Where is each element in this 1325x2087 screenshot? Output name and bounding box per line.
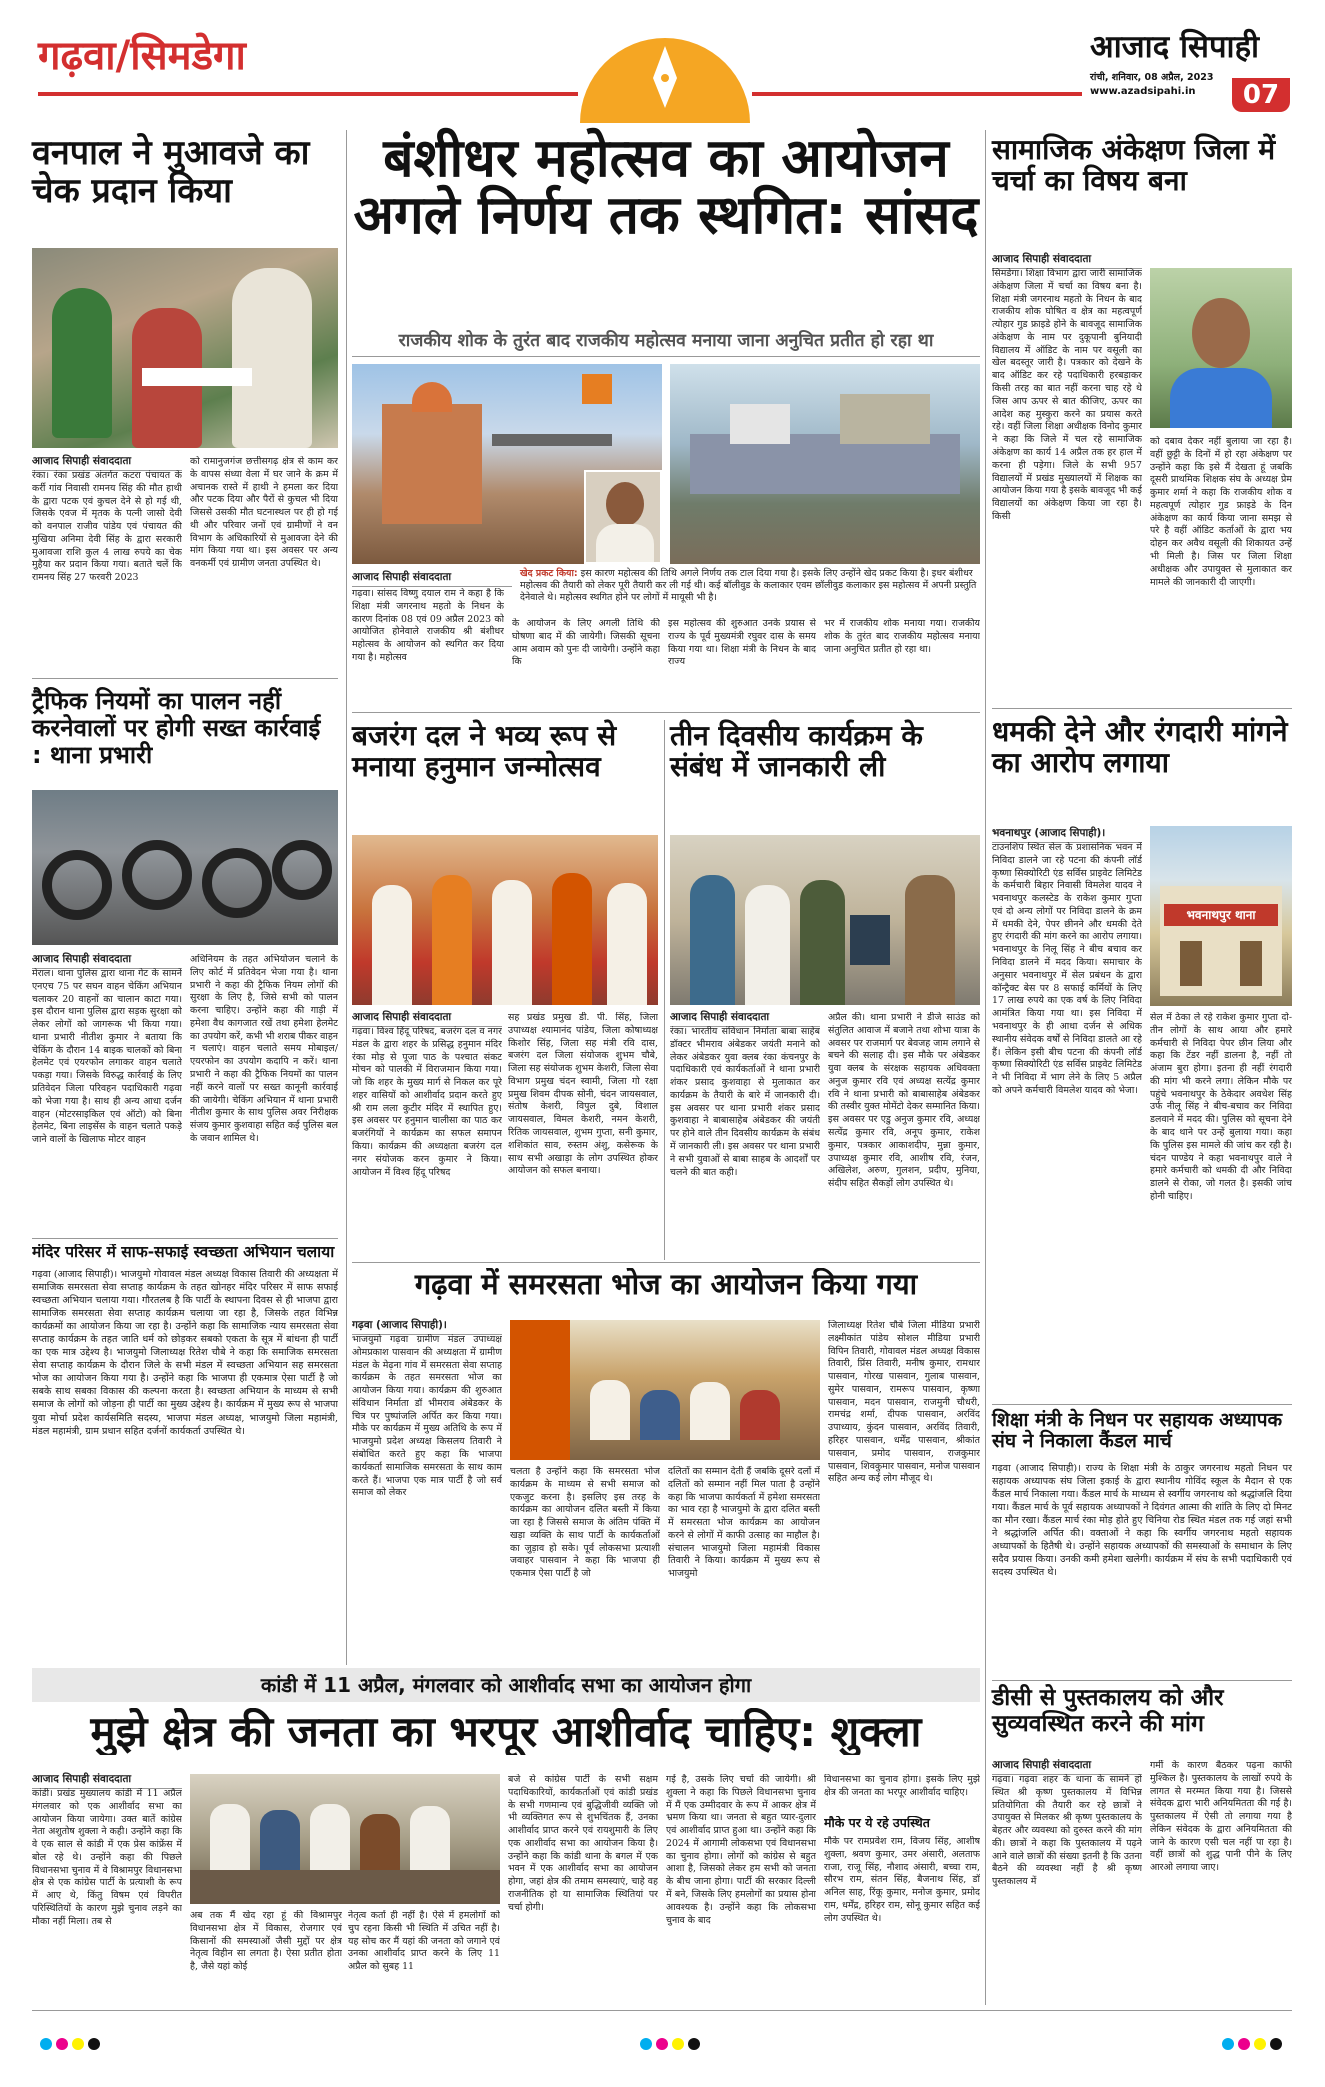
article-text: सेल में ठेका ले रहे राकेश कुमार गुप्ता दो-तीन लोगों के साथ आया और हमारे कर्मचारी से निविदा पेपर छीन लिया और कहा कि टेंडर नहीं डालना है, नहीं तो अंजाम बुरा होगा। इतना ही नहीं रंगदारी की मांग भी करने लगा। लेकिन मौके पर पहुंचे भवनाथपुर के ठेकेदार अवधेश सिंह उर्फ नीलू सिंह ने बीच-बचाव कर निविदा डलवाने में मदद की। पुलिस को सूचना देने के बाद थाने पर उन्हें बुलाया गया। कहा कि पुलिस इस मामले की जांच कर रही है। चंदन पाण्डेय ने कहा भवनाथपुर वाले ने हमारे कर्मचारी को धमकी दी और निविदा डालने से रोका, जो गलत है। इसकी जांच होनी चाहिए। [1150, 1012, 1292, 1202]
separator [352, 712, 980, 713]
headline: धमकी देने और रंगदारी मांगने का आरोप लगाया [992, 715, 1288, 780]
article-text: के आयोजन के लिए अगली तिथि की घोषणा बाद में की जायेगी। जिसकी सूचना आम अवाम को पुनः दी जायेगी। उन्होंने कहा कि [512, 618, 660, 668]
deck: राजकीय शोक के तुरंत बाद राजकीय महोत्सव मनाया जाना अनुचित प्रतीत हो रहा था [398, 331, 934, 351]
byline: गढ़वा (आजाद सिपाही)। [352, 1318, 502, 1335]
byline: आजाद सिपाही संवाददाता [992, 1758, 1142, 1775]
sun-emblem [580, 38, 750, 123]
section-underline [38, 92, 578, 96]
article-text: सिमडेगा। शिक्षा विभाग द्वारा जारी सामाजिक अंकेक्षण जिला में चर्चा का विषय बना है। शिक्षा मंत्री जगरनाथ महतो के निधन के बाद राजकीय शोक घोषित व क्षेत्र का महत्वपूर्ण त्योहार गुड फ्राइडे होने के बावजूद सामाजिक अंकेक्षण के नाम पर दुकूपानी बुनियादी विद्यालय में ऑडिट के नाम पर वसूली का खेल बदस्तूर जारी है। पत्रकार को देखने के बाद ऑडिट कर रहे पदाधिकारी हरबड़ाकर किसी तरह का बात नहीं करना चाह रहे थे जिस आप ऊपर से बात कीजिए, ऊपर का आदेश कह मुस्कुरा करने का प्रयास करते रहे। वहीं जिला शिक्षा अधीक्षक विनोद कुमार ने कहा कि जिले में चल रहे सामाजिक अंकेक्षण का कार्य 14 अप्रैल तक हर हाल में करना ही पड़ेगा। जिले के सभी 957 विद्यालयों में प्रखंड मुख्यालयों में शिक्षक का आयोजन किया गया है इसके बावजूद भी कई विद्यालयों का अंकेक्षण किया जा रहा है। किसी [992, 268, 1142, 522]
pen-nib-icon [580, 38, 750, 123]
caption-text: इस कारण महोत्सव की तिथि अगले निर्णय तक टाल दिया गया है। इसके लिए उन्होंने खेद प्रकट किया है। इधर बंशीधर महोत्सव की तैयारी को लेकर पूरी तैयारी कर ली गई थी। कई बॉलीवुड के कलाकार एवम छॉलीवुड कलाकार इस महोत्सव में अपनी प्रस्तुति देनेवाले थे। महोत्सव स्थगित होने पर लोगों में मायूसी भी है। [520, 568, 977, 604]
article-text: रंका। रंका प्रखंड अंतर्गत कटरा पंचायत के कर्री गांव निवासी रामनय सिंह की मौत हाथी के द्वारा पटक एवं कुचल देने से हो गई थी, जिसके एवज में मृतक के पत्नी जासो देवी को वनपाल राजीव पांडेय एवं पंचायत की मुखिया अनिमा देवी सिंह के द्वारा सरकारी मुआवजा राशि कुल 4 लाख रुपये का चेक मुहैया कर प्रदान किया गया। बताते चलें कि रामनय सिंह 27 फरवरी 2023 [32, 470, 182, 584]
headline: तीन दिवसीय कार्यक्रम के संबंध में जानकारी ली [670, 719, 923, 784]
separator [346, 130, 347, 1665]
registration-dots-right [1222, 2038, 1292, 2052]
headline: मुझे क्षेत्र की जनता का भरपूर आशीर्वाद चाहिए: शुक्ला [90, 1708, 922, 1756]
article-text: गढ़वा। गढ़वा शहर के थाना के सामने हो स्थित श्री कृष्ण पुस्तकालय में विभिन्न प्रतियोगिता की तैयारी कर रहे छात्रों ने उपायुक्त से मिलकर श्री कृष्ण पुस्तकालय के बेहतर और व्यवस्था को दुरुस्त करने की मांग की। छात्रों ने कहा कि पुस्तकालय में पढ़ने आने वाले छात्रों की संख्या इतनी है कि उतना बैठने की व्यवस्था नहीं है श्री कृष्ण पुस्तकालय में [992, 1774, 1142, 1888]
subheading: मौके पर ये रहे उपस्थित [824, 1816, 930, 1830]
separator [992, 708, 1292, 709]
article-text: नेतृत्व कर्ता ही नहीं है। ऐसे में हमलोगों को चुप रहना किसी भी स्थिति में उचित नहीं है। यह सोच कर मैं यहां की जनता को जगाने एवं उनका आशीर्वाद प्राप्त करने के लिए 11 अप्रैल को सुबह 11 [348, 1910, 500, 1973]
caption-label: खेद प्रकट किया: [520, 568, 578, 579]
separator [32, 1238, 338, 1239]
page-number: 07 [1232, 78, 1290, 112]
photo-samrasta-bhoj [510, 1320, 820, 1460]
photo-mp-portrait [584, 470, 662, 564]
article-text: बजे से कांग्रेस पार्टी के सभी सक्षम पदाधिकारियों, कार्यकर्ताओं एवं कांडी प्रखंड के सभी गणमान्य एवं बुद्धिजीवी व्यक्ति जो भी व्यक्तिगत रूप से शुभचिंतक हैं, उनका आशीर्वाद प्राप्त करने एवं रायशुमारी के लिए एक आशीर्वाद सभा का आयोजन किया है। उन्होंने कहा कि कांडी थाना के बगल में एक भवन में एक आशीर्वाद सभा का आयोजन होगा, जहां क्षेत्र की तमाम समस्याएं, चाहे वह राजनीतिक हो या सामाजिक स्थितियां पर चर्चा होगी। [508, 1774, 658, 1913]
article-text: को रामानुजगंज छत्तीसगढ़ क्षेत्र से काम कर के वापस संध्या वेला में घर जाने के क्रम में अचानक रास्ते में हाथी ने हमला कर दिया और पटक दिया और पैरों से कुचल भी दिया जिससे उसकी मौत घटनास्थल पर ही हो गई थी और परिवार जनों एवं ग्रामीणों ने वन विभाग के अधिकारियों से मुआवजा देने की मांग किया गया था। इस अवसर पर अन्य वनकर्मी एवं ग्रामीण जनता उपस्थित थे। [190, 456, 338, 570]
top-right-line [752, 92, 1082, 96]
article-text: गढ़वा (आजाद सिपाही)। भाजयुमो गोवावल मंडल अध्यक्ष विकास तिवारी की अध्यक्षता में समाजिक समरसता सेवा सप्ताह कार्यक्रम के तहत खोनहर मंदिर परिसर में साफ सफाई स्वच्छता अभियान चलाया गया। गौरतलब है कि पार्टी के स्थापना दिवस से ही भाजपा द्वारा सामाजिक समरसता सेवा सप्ताह कार्यक्रम चलाया जा रहा है, जिसके तहत विभिन्न कार्यक्रमों का आयोजन किया जा रहा है। उन्होंने कहा कि सामाजिक न्याय समरसता सेवा सप्ताह कार्यक्रम के तहत जाति धर्म को छोड़कर सबको एकता के सूत्र में बांधना ही पार्टी का एक मात्र उद्देश्य है। भाजयुमो जिलाध्यक्ष रितेश चौबे ने कहा कि समाजिक समरसता सेवा सप्ताह कार्यक्रम के दौरान जिले के सभी मंडल में स्वच्छता अभियान सह समरसता भोज का आयोजन किया गया है। उन्होंने कहा कि भाजपा ही एकमात्र ऐसा पार्टी है जो सबके साथ सबका विकास की कल्पना करता है। स्वच्छता अभियान के माध्यम से सभी समाज के लोगों को जोड़ना ही पार्टी का मुख्य उद्देश्य है। कार्यक्रम में मुख्य रूप से भाजपा युवा मोर्चा प्रदेश कार्यसमिति सदस्य, भाजपा मंडल अध्यक्ष, भाजयुमो जिला महामंत्री, मंडल महामंत्री, ग्राम प्रधान सहित दर्जनों कार्यकर्ता उपस्थित थे। [32, 1269, 338, 1437]
article-text: कांडी। प्रखंड मुख्यालय कांडी में 11 अप्रैल मंगलवार को एक आशीर्वाद सभा का आयोजन किया जायेगा। उक्त बातें कांग्रेस नेता अशुतोष शुक्ला ने कही। उन्होंने कहा कि वे एक साल से कांडी में एक प्रेस कांफ्रेंस में बोल रहे थे। उन्होंने कहा की पिछले विधानसभा चुनाव में वे विश्रामपुर विधानसभा क्षेत्र से एक कांग्रेस पार्टी के प्रत्याशी के रूप में आए थे, किंतु विषम एवं विपरीत परिस्थितियों के कारण मुझे चुनाव लड़ने का मौका नहीं मिला। तब से [32, 1788, 182, 1927]
article-text: विधानसभा का चुनाव होगा। इसके लिए मुझे क्षेत्र की जनता का भरपूर आशीर्वाद चाहिए। [824, 1774, 980, 1798]
photo-caption [520, 568, 980, 605]
separator [664, 720, 665, 1260]
photo-motorcycles [32, 790, 338, 945]
byline: आजाद सिपाही संवाददाता [32, 1772, 182, 1789]
byline: आजाद सिपाही संवाददाता [352, 570, 512, 587]
photo-venue-stage [670, 364, 980, 564]
article-text: गई है, उसके लिए चर्चा की जायेगी। श्री शुक्ला ने कहा कि पिछले विधानसभा चुनाव में मैं एक उम्मीदवार के रूप में आकर क्षेत्र में भ्रमण किया था। जनता से बहुत प्यार-दुलार एवं आशीर्वाद प्राप्त हुआ था। उन्होंने कहा कि 2024 में आगामी लोकसभा एवं विधानसभा का चुनाव होगा। लोगों को कांग्रेस से बहुत आशा है, जिसको लेकर हम सभी को जनता के बीच जाना होगा। पार्टी की सरकार दिल्ली में बने, जिसके लिए हमलोगों का प्रयास होना आवश्यक है। उन्होंने कहा कि लोकसभा चुनाव के बाद [666, 1774, 816, 1926]
section-title: गढ़वा/सिमडेगा [38, 33, 246, 79]
article-text: जिलाध्यक्ष रितेश चौबे जिला मीडिया प्रभारी लक्ष्मीकांत पांडेय सोशल मीडिया प्रभारी विपिन तिवारी, गोवावल मंडल अध्यक्ष विकास तिवारी, प्रिंस तिवारी, मनीष कुमार, रामधार पासवान, गोरख पासवान, गुलाब पासवान, सुमेर पासवान, रामरूप पासवान, कृष्णा पासवान, मदन पासवान, राजमुनी चौधरी, रामचंद्र शर्मा, दीपक पासवान, अरविंद उपाध्याय, कुंदन पासवान, अरविंद तिवारी, हरिहर पासवान, धर्मेंद्र पासवान, श्रीकांत पासवान, प्रमोद पासवान, राजकुमार पासवान, शिवकुमार पासवान, मनोज पासवान सहित अन्य कई लोग मौजूद थे। [828, 1320, 980, 1485]
masthead [0, 0, 1325, 118]
dateline: रांची, शनिवार, 08 अप्रैल, 2023 [1090, 72, 1214, 83]
photo-cheque-handover [32, 248, 338, 448]
photo-police-meeting [670, 835, 980, 1005]
byline: आजाद सिपाही संवाददाता [32, 952, 182, 969]
article-text: मौके पर रामप्रवेश राम, विजय सिंह, आशीष शुक्ला, श्रवण कुमार, उमर अंसारी, अलताफ राजा, राजू सिंह, नौशाद अंसारी, बच्चा राम, सौरभ राम, संतन सिंह, बैजनाथ सिंह, डॉ अनिल साह, रिंकू कुमार, मनोज कुमार, प्रमोद राम, धर्मेंद्र, हरिहर राम, सोनू कुमार सहित कई लोग उपस्थित थे। [824, 1836, 980, 1924]
police-station-sign: भवनाथपुर थाना [1164, 904, 1278, 926]
separator [352, 356, 980, 357]
separator [352, 1262, 980, 1263]
lead-headline: बंशीधर महोत्सव का आयोजन अगले निर्णय तक स्थगित: सांसद [353, 128, 979, 247]
headline: वनपाल ने मुआवजे का चेक प्रदान किया [32, 133, 310, 212]
paper-name: आजाद सिपाही [1090, 29, 1260, 65]
headline: मंदिर परिसर में साफ-सफाई स्वच्छता अभियान चलाया [32, 1244, 335, 1261]
photo-hanuman-jayanti [352, 835, 658, 1005]
byline: आजाद सिपाही संवाददाता [992, 252, 1142, 269]
article-text: गढ़वा। विश्व हिंदू परिषद, बजरंग दल व नगर मंडल के द्वारा शहर के प्रसिद्ध हनुमान मंदिर रंका मोड़ से पूजा पाठ के पश्चात संकट मोचन को पालकी में विराजमान किया गया। जो कि शहर के मुख्य मार्ग से निकल कर पूरे शहर वासियों को आशीर्वाद प्रदान करते हुए श्री राम लला कुटीर मंदिर में स्थापित हुए। इस अवसर पर हनुमान चालीसा का पाठ कर बजरंगियों ने कार्यक्रम का सफल समापन किया। कार्यक्रम की अध्यक्षता बजरंग दल नगर संयोजक करन कुमार ने किया। आयोजन में विश्व हिंदू परिषद [352, 1026, 502, 1178]
article-text: अप्रैल की। थाना प्रभारी ने डीजे साउंड को संतुलित आवाज में बजाने तथा शोभा यात्रा के अवसर पर राजमार्ग पर बेवजह जाम लगाने से बचने की सलाह दी। इस मौके पर अंबेडकर युवा क्लब के संरक्षक सहायक अधिवक्ता अनुज कुमार रवि एवं अध्यक्ष सत्येंद्र कुमार रवि ने थाना प्रभारी को बाबासाहेब अंबेडकर की तस्वीर युक्त मोमेंटो देकर सम्मानित किया। इस अवसर पर एडु अनुज कुमार रवि, अध्यक्ष सत्येंद्र कुमार रवि, अनूप कुमार, राकेश कुमार, पत्रकार आकाशदीप, मुन्ना कुमार, उपाध्यक्ष कुमार रवि, आशीष रवि, रंजन, अखिलेश, अरुण, गुलशन, प्रदीप, मुनिया, संदीप सहित सैकड़ों लोग उपस्थित थे। [828, 1012, 980, 1190]
byline: आजाद सिपाही संवाददाता [352, 1010, 502, 1027]
article-text: मेराल। थाना पुलिस द्वारा थाना गेट के सामने एनएच 75 पर सघन वाहन चेकिंग अभियान चलाकर 20 वाहनों का चालान काटा गया। इस दौरान थाना पुलिस द्वारा सड़क सुरक्षा को लेकर लोगों को जागरूक भी किया गया। थाना प्रभारी नीतीश कुमार ने बताया कि चेकिंग के दौरान 14 बाइक चालकों को बिना हेलमेट एवं एयरफोन लगाकर वाहन चलाते पकड़ा गया। जिसके विरुद्ध कार्रवाई के लिए प्रतिवेदन जिला परिवहन पदाधिकारी गढ़वा को भेजा गया है। साथ ही अन्य आधा दर्जन वाहन (मोटरसाइकिल एवं ऑटो) को बिना हेलमेट, बिना लाइसेंस के वाहन चलाते पकड़े जाने वालों के खिलाफ मोटर वाहन [32, 968, 182, 1146]
separator [32, 678, 338, 679]
byline: भवनाथपुर (आजाद सिपाही)। [992, 826, 1142, 843]
article-text: टाउनशिप स्थित सेल के प्रशासनिक भवन में निविदा डालने जा रहे पटना की कंपनी लॉर्ड कृष्णा सिक्योरिटी एंड सर्विस प्राइवेट लिमिटेड के कर्मचारी बिहार निवासी विमलेश यादव ने भवनाथपुर कलस्टेड के राकेश कुमार गुप्ता एवं दो अन्य लोगों पर निविदा डालने के क्रम में धमकी देने, पेपर छीनने और धमकी देते हुए रंगदारी की मांग करने का आरोप लगाया। भवनाथपुर के निलू सिंह ने बीच बचाव कर निविदा डालने में मदद किया। समाचार के अनुसार भवनाथपुर में सेल प्रबंधन के द्वारा कॉन्ट्रैक्ट बेस पर 8 सफाई कर्मियों के लिए 17 लाख रुपये का एक वर्ष के लिए निविदा आमंत्रित किया गया था। इस निविदा में भवनाथपुर के ही आधा दर्जन से अधिक स्थानीय संवेदक वर्षों से निविदा डालते आ रहे हैं। लेकिन इसी बीच पटना की कंपनी लॉर्ड कृष्णा सिक्योरिटी एंड सर्विस प्राइवेट लिमिटेड ने भी निविदा में भाग लेने के लिए 5 अप्रैल को अपने कर्मचारी विमलेश यादव को भेजा। [992, 842, 1142, 1096]
article-text: इस महोत्सव की शुरुआत उनके प्रयास से राज्य के पूर्व मुख्यमंत्री रघुवर दास के समय किया गया था। शिक्षा मंत्री के निधन के बाद राज्य [668, 618, 816, 668]
byline: आजाद सिपाही संवाददाता [670, 1010, 820, 1027]
registration-dots-left [40, 2038, 140, 2052]
headline: सामाजिक अंकेक्षण जिला में चर्चा का विषय बना [992, 133, 1276, 198]
article-text: अधिनियम के तहत अभियोजन चलाने के लिए कोर्ट में प्रतिवेदन भेजा गया है। थाना प्रभारी ने कहा की ट्रैफिक नियम लोगों की सुरक्षा के लिए है, जिसे सभी को पालन करना चाहिए। उन्होंने कहा की गाड़ी में हमेशा वैध कागजात रखें तथा हमेशा हेलमेट का उपयोग करें, कभी भी शराब पीकर वाहन न चलाएं। वाहन चलाते समय मोबाइल/एयरफोन का उपयोग कदापि न करें। थाना प्रभारी ने कहा की ट्रैफिक नियमों का पालन नहीं करने वालों पर सख्त कानूनी कार्रवाई की जायेगी। चेकिंग अभियान में थाना प्रभारी नीतीश कुमार के साथ पुलिस अवर निरीक्षक संजय कुमार कुशवाहा सहित कई पुलिस बल के जवान शामिल थे। [190, 954, 338, 1144]
article-text: भर में राजकीय शोक मनाया गया। राजकीय शोक के तुरंत बाद राजकीय महोत्सव मनाया जाना अनुचित प्रतीत हो रहा था। [824, 618, 980, 655]
headline: डीसी से पुस्तकालय को और सुव्यवस्थित करने की मांग [992, 1685, 1224, 1737]
photo-press-conference [190, 1774, 500, 1904]
footer-rule [32, 2010, 1292, 2011]
separator [992, 1404, 1292, 1405]
article-text: सह प्रखंड प्रमुख डी. पी. सिंह, जिला उपाध्यक्ष श्यामानंद पांडेय, जिला कोषाध्यक्ष किशोर सिंह, जिला सह मंत्री रवि दास, बजरंग दल जिला संयोजक शुभम चौबे, जिला सह संयोजक शुभम केशरी, जिला सेवा विभाग प्रमुख चंदन स्वामी, जिला गो रक्षा प्रमुख शिवम दीपक सोनी, चंदन जायसवाल, संतोष केशरी, विपुल दुबे, विशाल जायसवाल, विमल केशरी, नमन केशरी, रितिक जायसवाल, शुभम गुप्ता, सनी कुमार, शशिकांत साव, रुस्तम अंशु, कसेरूक के साथ सभी अखाड़ा के लोग उपस्थित होकर आयोजन को सफल बनाया। [508, 1012, 658, 1177]
strip-text: कांडी में 11 अप्रैल, मंगलवार को आशीर्वाद सभा का आयोजन होगा [260, 1674, 752, 1697]
article-text: अब तक मैं खेद रहा हूं की विश्रामपुर विधानसभा क्षेत्र में विकास, रोजगार एवं किसानों की समस्याओं जैसी मुद्दों पर क्षेत्र नेतृत्व विहीन सा लगता है। ऐसा प्रतीत होता है, जैसे यहां कोई [190, 1910, 342, 1973]
website: www.azadsipahi.in [1090, 86, 1196, 97]
article-text: को दबाव देकर नहीं बुलाया जा रहा है। वहीं छुट्टी के दिनों में हो रहा अंकेक्षण पर उन्होंने कहा कि इसे मैं देखता हूं जबकि दूसरी प्राथमिक शिक्षक संघ के अध्यक्ष प्रेम कुमार शर्मा ने कहा कि राजकीय शोक व महत्वपूर्ण त्योहार गुड फ्राइडे के दिन अंकेक्षण का कार्य किया जाना समझ से परे है वहीं ऑडिट कर्ताओं के द्वारा भय दोहन कर अवैध वसूली की शिकायत उन्हें भी मिली है। जिस पर जिला शिक्षा अधीक्षक और उपायुक्त से मुलाकात कर मामले की जानकारी दी जाएगी। [1150, 436, 1292, 588]
article-text: गर्मी के कारण बैठकर पढ़ना काफी मुश्किल है। पुस्तकालय के लाखों रुपये के लागत से मरम्मत किया गया है। जिससे संवेदक द्वारा भारी अनियमितता की गई है। पुस्तकालय में ऐसी तो लगाया गया है लेकिन संवेदक के द्वारा अनियमितता की जाने के कारण एसी चल नहीं पा रहा है। वहीं छात्रों को शुद्ध पानी पीने के लिए आरओ लगाया जाए। [1150, 1760, 1292, 1874]
headline: बजरंग दल ने भव्य रूप से मनाया हनुमान जन्मोत्सव [352, 719, 617, 784]
article-text: गढ़वा। सांसद विष्णु दयाल राम ने कहा है कि शिक्षा मंत्री जगरनाथ महतो के निधन के कारण दिनांक 08 एवं 09 अप्रैल 2023 को आयोजित होनेवाले राजकीय श्री बंशीधर महोत्सव के आयोजन को स्थगित कर दिया गया है। महोत्सव [352, 588, 504, 663]
headline: गढ़वा में समरसता भोज का आयोजन किया गया [414, 1268, 918, 1301]
headline: शिक्षा मंत्री के निधन पर सहायक अध्यापक संघ ने निकाला कैंडल मार्च [992, 1409, 1283, 1453]
separator [985, 130, 986, 2005]
photo-portrait-young-man [1150, 268, 1292, 428]
separator [992, 1680, 1292, 1681]
headline: ट्रैफिक नियमों का पालन नहीं करनेवालों पर होगी सख्त कार्रवाई : थाना प्रभारी [32, 687, 321, 769]
article-text: रंका। भारतीय संविधान निर्माता बाबा साहेब डॉक्टर भीमराव अंबेडकर जयंती मनाने को लेकर अंबेडकर युवा क्लब रंका कंचनपुर के पदाधिकारी एवं कार्यकर्ताओं ने थाना प्रभारी शंकर प्रसाद कुशवाहा से मुलाकात कर कार्यक्रम के तैयारी के बारे में जानकारी दी। इस अवसर पर थाना प्रभारी शंकर प्रसाद कुशवाहा ने बाबासाहेब अंबेडकर की जयंती पर होने वाले तीन दिवसीय कार्यक्रम के संबंध में जानकारी ली। इस अवसर पर थाना प्रभारी ने सभी युवाओं से बाबा साहब के आदर्शों पर चलने की बात कही। [670, 1026, 820, 1178]
byline: आजाद सिपाही संवाददाता [32, 454, 182, 471]
photo-police-station [1150, 826, 1292, 1006]
article-text: चलता है उन्होंने कहा कि समरसता भोज कार्यक्रम के माध्यम से सभी समाज को एकजुट करना है। इसलिए इस तरह के कार्यक्रम का आयोजन दलित बस्ती में किया जा रहा है जिससे समाज के अंतिम पंक्ति में खड़ा व्यक्ति के साथ पार्टी के कार्यकर्ताओं का जुड़ाव हो सके। पूर्व लोकसभा प्रत्याशी जवाहर पासवान ने कहा कि भाजपा ही एकमात्र ऐसा पार्टी है जो [510, 1466, 660, 1580]
registration-dots-center [640, 2038, 740, 2052]
article-text: गढ़वा (आजाद सिपाही)। राज्य के शिक्षा मंत्री के ठाकुर जगरनाथ महतो निधन पर सहायक अध्यापक संघ जिला इकाई के द्वारा स्थानीय गोविंद स्कूल के मैदान से एक कैंडल मार्च निकाला गया। कैंडल मार्च के माध्यम से स्वर्गीय जगरनाथ को श्रद्धांजलि दिया गया। कैंडल मार्च के पूर्व सहायक अध्यापकों ने दिवंगत आत्मा की शांति के लिए दो मिनट का मौन रखा। कैंडल मार्च रंका मोड़ होते हुए चिनिया रोड स्थित मंडल तक गई जहां सभी ने श्रद्धांजलि अर्पित की। वक्ताओं ने कहा कि स्वर्गीय जगरनाथ महतो सहायक अध्यापकों के हितैषी थे। उन्होंने सहायक अध्यापकों की समस्याओं के समाधान के लिए सदैव प्रयास किया। उनकी कमी हमेशा खलेगी। कार्यक्रम में संघ के सभी पदाधिकारी एवं सदस्य उपस्थित थे। [992, 1463, 1292, 1579]
announcement-strip [32, 1668, 980, 1702]
article-text: दलितों का सम्मान देती हैं जबकि दूसरे दलों में दलितों को सम्मान नहीं मिल पाता है उन्होंने कहा कि भाजपा कार्यकर्ता में हमेशा समरसता का भाव रहा है भाजयुमो के द्वारा दलित बस्ती में समरसता भोज कार्यक्रम का आयोजन करने से लोगों में काफी उत्साह का माहौल है। संचालन भाजयुमो जिला महामंत्री विकास तिवारी ने किया। कार्यक्रम में मुख्य रूप से भाजयुमो [668, 1466, 820, 1580]
article-text: भाजयुमो गढ़वा ग्रामीण मंडल उपाध्यक्ष ओमप्रकाश पासवान की अध्यक्षता में ग्रामीण मंडल के मेढ़ना गांव में समरसता सेवा सप्ताह कार्यक्रम के तहत समरसता भोज का आयोजन किया गया। कार्यक्रम की शुरुआत संविधान निर्माता डॉ भीमराव अंबेडकर के चित्र पर पुष्पांजलि अर्पित कर किया गया। मौके पर कार्यक्रम में मुख्य अतिथि के रूप में भाजयुमो प्रदेश अध्यक्ष किसलय तिवारी ने संबोधित करते हुए कहा कि भाजपा कार्यकर्ता सामाजिक समरसता के साथ काम करते हैं। भाजपा एक मात्र पार्टी है जो सर्व समाज को लेकर [352, 1334, 502, 1499]
